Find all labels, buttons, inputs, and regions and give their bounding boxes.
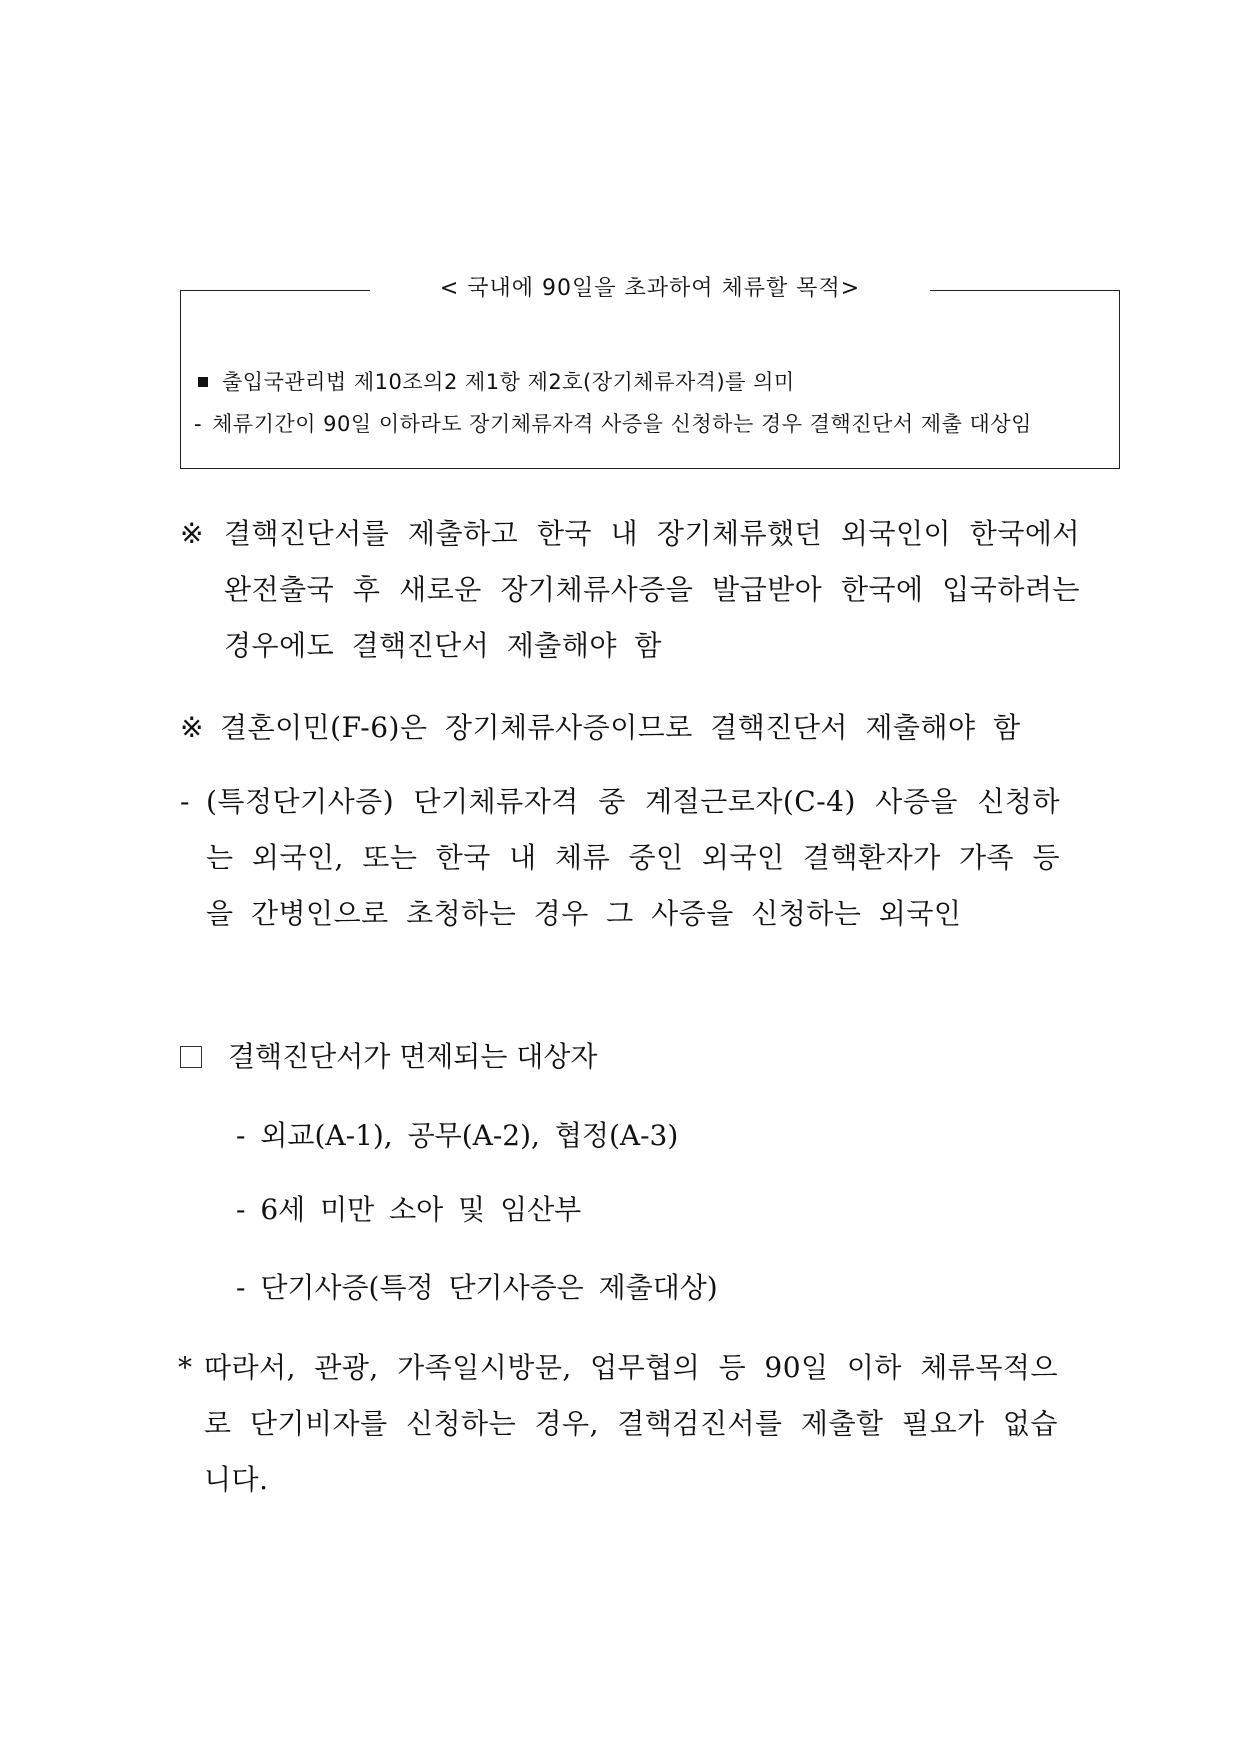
- reference-mark-icon: ※: [180, 517, 204, 550]
- asterisk-marker: *: [178, 1351, 193, 1384]
- note-marriage-migrant: [180, 700, 1080, 756]
- empty-square-icon: [180, 1046, 202, 1068]
- dash-marker: -: [194, 412, 203, 436]
- footnote: [178, 1340, 1058, 1508]
- definition-line-law-text: 출입국관리법 제10조의2 제1항 제2호(장기체류자격)를 의미: [222, 370, 795, 394]
- exempt-heading-text: 결핵진단서가 면제되는 대상자: [228, 1040, 598, 1073]
- exempt-item: - 6세 미만 소아 및 임산부: [236, 1193, 582, 1226]
- definition-line-period-text: 체류기간이 90일 이하라도 장기체류자격 사증을 신청하는 경우 결핵진단서 제출 대상임: [212, 412, 1032, 436]
- definition-line-period: [194, 412, 1114, 436]
- definition-box-title: < 국내에 90일을 초과하여 체류할 목적>: [370, 270, 930, 308]
- dash-marker: -: [180, 785, 190, 818]
- definition-line-law: [194, 366, 795, 396]
- note-reentry-text: 결핵진단서를 제출하고 한국 내 장기체류했던 외국인이 한국에서 완전출국 후 새로운 장기체류사증을 발급받아 한국에 입국하려는 경우에도 결핵진단서 제출해야 함: [224, 517, 1080, 662]
- note-marriage-migrant-text: 결혼이민(F-6)은 장기체류사증이므로 결핵진단서 제출해야 함: [219, 711, 1021, 744]
- note-reentry: [180, 506, 1080, 674]
- square-bullet-icon: [198, 377, 208, 387]
- footnote-text: 따라서, 관광, 가족일시방문, 업무협의 등 90일 이하 체류목적으로 단기비자를 신청하는 경우, 결핵검진서를 제출할 필요가 없습니다.: [204, 1351, 1058, 1496]
- special-short-term-visa-text: (특정단기사증) 단기체류자격 중 계절근로자(C-4) 사증을 신청하는 외국인, 또는 한국 내 체류 중인 외국인 결핵환자가 가족 등을 간병인으로 초청하는 경우 그 사증을 신청하는 외국인: [206, 785, 1060, 930]
- exempt-item: - 단기사증(특정 단기사증은 제출대상): [236, 1271, 718, 1304]
- exempt-section-heading: [180, 1037, 597, 1077]
- special-short-term-visa: [180, 774, 1060, 942]
- reference-mark-icon: ※: [180, 711, 204, 744]
- exempt-item: - 외교(A-1), 공무(A-2), 협정(A-3): [236, 1119, 679, 1152]
